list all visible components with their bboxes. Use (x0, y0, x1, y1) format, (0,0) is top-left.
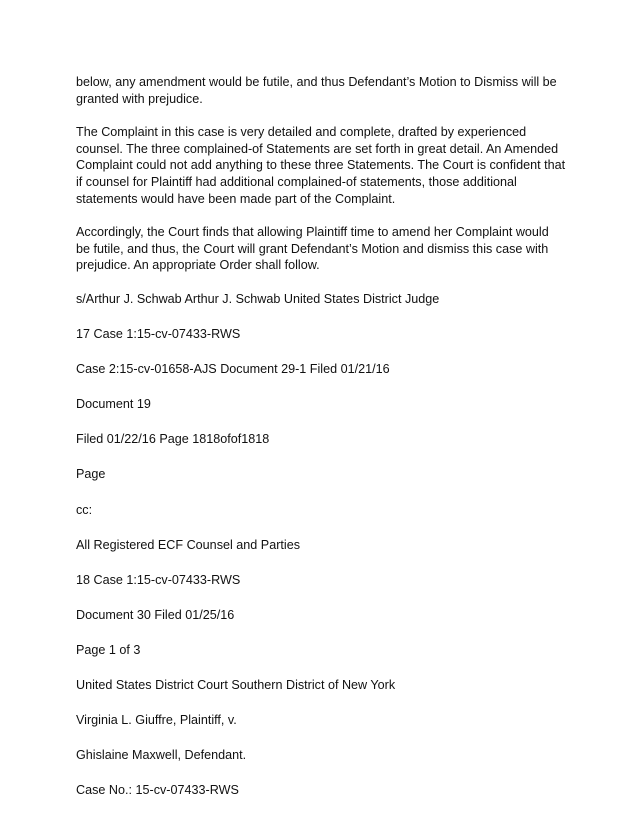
case-header-document-29-1: Case 2:15-cv-01658-AJS Document 29-1 Filed 01/21/16 (76, 362, 390, 377)
page-number-case-18: 18 Case 1:15-cv-07433-RWS (76, 572, 241, 587)
cc-label: cc: (76, 502, 93, 517)
page-number-case-17: 17 Case 1:15-cv-07433-RWS (76, 327, 241, 342)
page-1-of-3: Page 1 of 3 (76, 642, 141, 657)
cc-recipients: All Registered ECF Counsel and Parties (76, 537, 300, 552)
plaintiff-caption: Virginia L. Giuffre, Plaintiff, v. (76, 713, 237, 728)
judge-signature: s/Arthur J. Schwab Arthur J. Schwab United States District Judge (76, 291, 440, 306)
document-body (76, 74, 566, 817)
paragraph-conclusion: Accordingly, the Court finds that allowing Plaintiff time to amend her Complaint would be futile, and thus, the Court will grant Defendant’s Motion and dismiss this case with prejudice. An appropriate Order shall follow. (76, 225, 549, 273)
court-name: United States District Court Southern District of New York (76, 677, 396, 692)
document-30-filed: Document 30 Filed 01/25/16 (76, 607, 235, 622)
paragraph-futility-intro: below, any amendment would be futile, and thus Defendant’s Motion to Dismiss will be granted with prejudice. (76, 75, 557, 106)
case-number: Case No.: 15-cv-07433-RWS (76, 783, 239, 798)
filed-date-page-18: Filed 01/22/16 Page 1818ofof1818 (76, 432, 270, 447)
document-number-19: Document 19 (76, 397, 151, 412)
page-label: Page (76, 467, 106, 482)
paragraph-complaint-detail: The Complaint in this case is very detailed and complete, drafted by experienced counsel. The three complained-of Statements are set forth in great detail. An Amended Complaint could not add anything to these three Statements. The Court is confident that if counsel for Plaintiff had additional complained-of statements, those additional statements would have been made part of the Complaint. (76, 125, 566, 206)
defendant-caption: Ghislaine Maxwell, Defendant. (76, 748, 247, 763)
